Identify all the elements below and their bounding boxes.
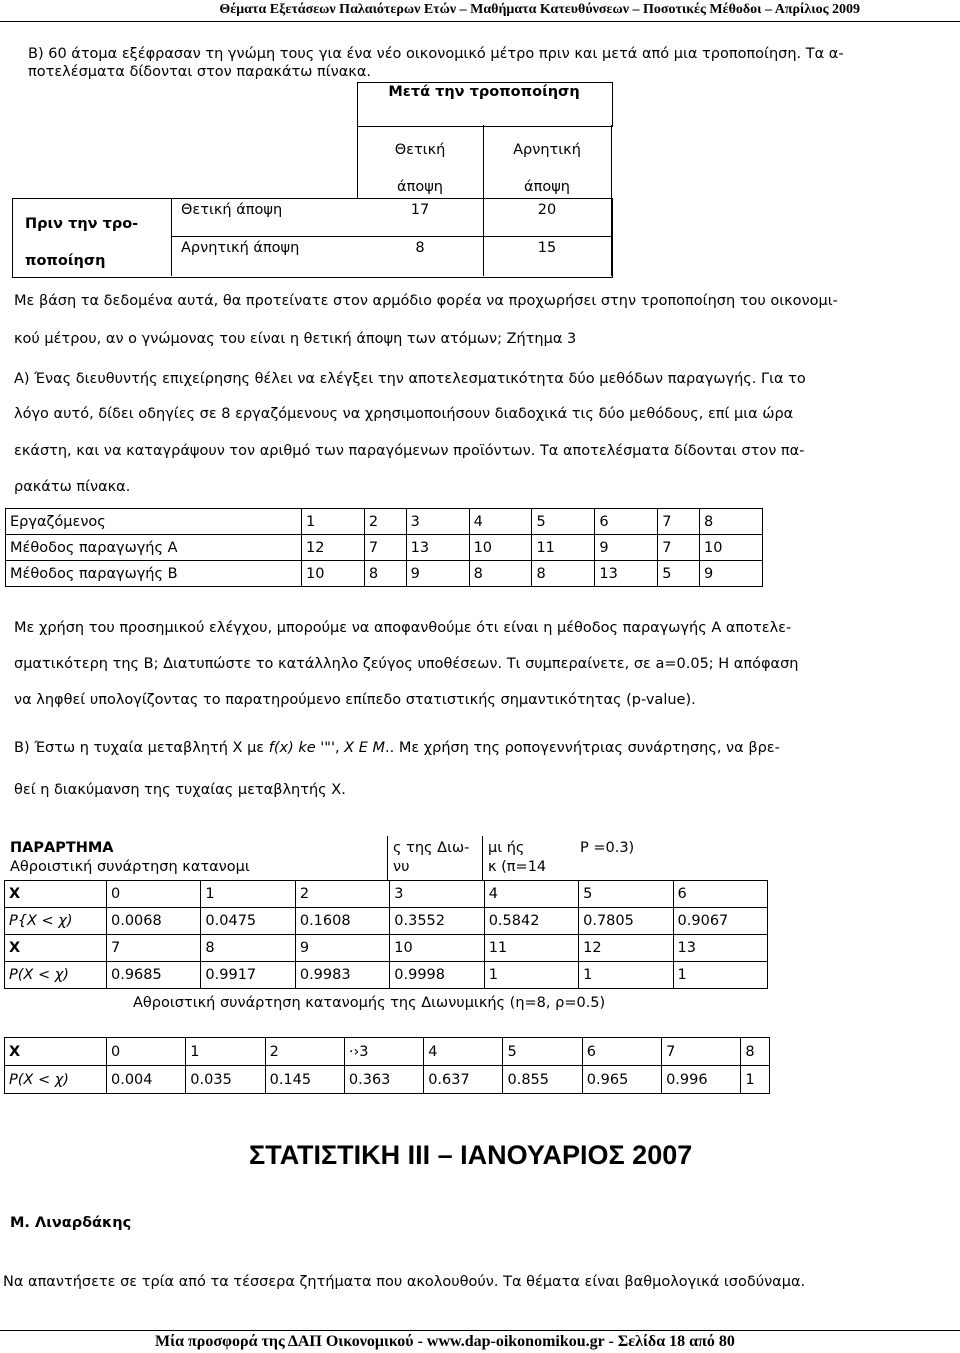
question-b1-line2: κού μέτρου, αν ο γνώμονας του είναι η θετική άποψη των ατόμων; Ζήτημα 3 bbox=[14, 331, 577, 347]
question-a-line2: σματικότερη της Β; Διατυπώστε το κατάλληλο ζεύγος υποθέσεων. Τι συμπεραίνετε, σε a=0.05; Η απόφαση bbox=[14, 656, 799, 672]
row-label: P(X < χ) bbox=[5, 962, 107, 989]
table-cell: 5 bbox=[658, 561, 700, 587]
part-a-line1: Α) Ένας διευθυντής επιχείρησης θέλει να ελέγξει την αποτελεσματικότητα δύο μεθόδων παραγωγής. Για το bbox=[14, 371, 806, 387]
table-cell: 2 bbox=[364, 509, 406, 535]
table-cell: 11 bbox=[484, 935, 578, 962]
fx-symbol: f(x) bbox=[268, 740, 294, 756]
row-label: Μέθοδος παραγωγής Α bbox=[6, 535, 302, 561]
table-cell: ·›3 bbox=[344, 1038, 423, 1066]
question-a-line1: Με χρήση του προσημικού ελέγχου, μπορούμε να αποφανθούμε ότι είναι η μέθοδος παραγωγής Α αποτελε- bbox=[14, 620, 792, 636]
table-cell: 0.9998 bbox=[390, 962, 484, 989]
table-cell: 0.145 bbox=[265, 1066, 344, 1094]
appendix-fragment-3: P =0.3) bbox=[580, 840, 635, 856]
page-footer: Μία προσφορά της ΔΑΠ Οικονομικού - www.dap-oikonomikou.gr - Σελίδα 18 από 80 bbox=[155, 1333, 735, 1350]
table-row bbox=[6, 509, 763, 535]
table-cell: 0.9067 bbox=[673, 908, 767, 935]
col-negative-line1: Αρνητική bbox=[513, 142, 581, 158]
col-positive-line1: Θετική bbox=[394, 142, 446, 158]
table-cell: 1 bbox=[484, 962, 578, 989]
row-positive-label: Θετική άποψη bbox=[181, 202, 283, 218]
table-cell: 7 bbox=[364, 535, 406, 561]
table-row bbox=[5, 908, 768, 935]
table-cell: 0.0475 bbox=[201, 908, 295, 935]
cell-neg-pos: 8 bbox=[415, 240, 425, 256]
appendix-subtitle: Αθροιστική συνάρτηση κατανομι bbox=[10, 859, 250, 875]
appendix-fragment-1b: νυ bbox=[393, 859, 410, 875]
appendix-title: ΠΑΡΑΡΤΗΜΑ bbox=[10, 840, 114, 856]
table-cell: 4 bbox=[424, 1038, 503, 1066]
table-cell: 5 bbox=[579, 881, 673, 908]
footer-rule bbox=[0, 1330, 960, 1331]
row-label: X bbox=[5, 935, 107, 962]
question-a-line3: να ληφθεί υπολογίζοντας το παρατηρούμενο επίπεδο στατιστικής σημαντικότητας (p-value). bbox=[14, 692, 696, 708]
table-cell: 0.965 bbox=[582, 1066, 661, 1094]
workers-table bbox=[5, 508, 763, 587]
cell-pos-neg: 20 bbox=[537, 202, 557, 218]
table-row bbox=[5, 1038, 770, 1066]
table-cell: 11 bbox=[532, 535, 595, 561]
row-label: X bbox=[5, 1038, 107, 1066]
table-cell: 8 bbox=[469, 561, 532, 587]
table-cell: 0.0068 bbox=[107, 908, 201, 935]
table-cell: 0.9917 bbox=[201, 962, 295, 989]
part-b-intro-line2: ποτελέσματα δίδονται στον παρακάτω πίνακα. bbox=[28, 64, 372, 80]
table-cell: 0.996 bbox=[662, 1066, 741, 1094]
binomial-table-14 bbox=[4, 880, 768, 989]
table-row bbox=[5, 881, 768, 908]
table-cell: 7 bbox=[107, 935, 201, 962]
after-header-label: Μετά την τροποποίηση bbox=[388, 84, 580, 100]
table-cell: 0.1608 bbox=[295, 908, 389, 935]
table-cell: 9 bbox=[295, 935, 389, 962]
table-cell: 4 bbox=[469, 509, 532, 535]
table-cell: 0.5842 bbox=[484, 908, 578, 935]
cell-pos-pos: 17 bbox=[410, 202, 430, 218]
cell-neg-neg: 15 bbox=[537, 240, 557, 256]
question-b1-line1: Με βάση τα δεδομένα αυτά, θα προτείνατε στον αρμόδιο φορέα να προχωρήσει στην τροποποίηση του οικονομι- bbox=[14, 293, 838, 309]
appendix-fragment-2a: μι ής bbox=[488, 840, 525, 856]
table-cell: 8 bbox=[364, 561, 406, 587]
table-cell: 2 bbox=[295, 881, 389, 908]
table-cell: 1 bbox=[673, 962, 767, 989]
binomial-table-8 bbox=[4, 1037, 770, 1094]
table-cell: 0.855 bbox=[503, 1066, 582, 1094]
part-a-line2: λόγο αυτό, δίδει οδηγίες σε 8 εργαζόμενους να χρησιμοποιήσουν διαδοχικά τις δύο μεθόδους, επί μια ώρα bbox=[14, 406, 794, 422]
part-a-line3: εκάστη, και να καταγράψουν τον αριθμό των παραγόμενων προϊόντων. Τα αποτελέσματα δίδονται στον πα- bbox=[14, 443, 805, 459]
part-a-line4: ρακάτω πίνακα. bbox=[14, 479, 131, 495]
row-negative-label: Αρνητική άποψη bbox=[181, 240, 300, 256]
row-label: X bbox=[5, 881, 107, 908]
before-label-line1: Πριν την τρο- bbox=[25, 216, 139, 232]
table-cell: 0 bbox=[107, 1038, 186, 1066]
table-cell: 13 bbox=[406, 535, 469, 561]
table-cell: 8 bbox=[741, 1038, 770, 1066]
table-cell: 9 bbox=[406, 561, 469, 587]
table-cell: 6 bbox=[673, 881, 767, 908]
table-cell: 8 bbox=[201, 935, 295, 962]
table-cell: 10 bbox=[390, 935, 484, 962]
table-row bbox=[6, 535, 763, 561]
table-cell: 8 bbox=[532, 561, 595, 587]
table-cell: 3 bbox=[390, 881, 484, 908]
col-negative-line2: άποψη bbox=[524, 179, 570, 195]
table-cell: 7 bbox=[658, 509, 700, 535]
row-label: P{X < χ) bbox=[5, 908, 107, 935]
table-cell: 0.9685 bbox=[107, 962, 201, 989]
table-cell: 12 bbox=[579, 935, 673, 962]
table-cell: 13 bbox=[595, 561, 658, 587]
table-cell: 10 bbox=[469, 535, 532, 561]
table-cell: 1 bbox=[741, 1066, 770, 1094]
table-cell: 2 bbox=[265, 1038, 344, 1066]
row-label: Μέθοδος παραγωγής Β bbox=[6, 561, 302, 587]
table-cell: 4 bbox=[484, 881, 578, 908]
table-row bbox=[5, 935, 768, 962]
appendix-fragment-1a: ς της Διω- bbox=[393, 840, 470, 856]
table-cell: 13 bbox=[673, 935, 767, 962]
table-cell: 0.3552 bbox=[390, 908, 484, 935]
header-rule bbox=[0, 21, 960, 22]
table-cell: 1 bbox=[579, 962, 673, 989]
table-cell: 5 bbox=[503, 1038, 582, 1066]
table-cell: 7 bbox=[658, 535, 700, 561]
binomial-8-caption: Αθροιστική συνάρτηση κατανομής της Διωνυμικής (η=8, ρ=0.5) bbox=[133, 995, 606, 1011]
row-label: Εργαζόμενος bbox=[6, 509, 302, 535]
table-cell: 9 bbox=[595, 535, 658, 561]
table-cell: 0.004 bbox=[107, 1066, 186, 1094]
table-cell: 1 bbox=[302, 509, 365, 535]
table-cell: 7 bbox=[662, 1038, 741, 1066]
table-cell: 0 bbox=[107, 881, 201, 908]
exam-2007-title: ΣΤΑΤΙΣΤΙΚΗ III – ΙΑΝΟΥΑΡΙΟΣ 2007 bbox=[249, 1140, 693, 1170]
table-cell: 0.7805 bbox=[579, 908, 673, 935]
table-cell: 3 bbox=[406, 509, 469, 535]
table-cell: 1 bbox=[201, 881, 295, 908]
table-row bbox=[6, 561, 763, 587]
ke-symbol: ke bbox=[298, 740, 316, 756]
table-cell: 1 bbox=[186, 1038, 265, 1066]
table-cell: 10 bbox=[700, 535, 763, 561]
table-cell: 8 bbox=[700, 509, 763, 535]
table-row bbox=[5, 1066, 770, 1094]
table-cell: 5 bbox=[532, 509, 595, 535]
page-header: Θέματα Εξετάσεων Παλαιότερων Ετών – Μαθήματα Κατευθύνσεων – Ποσοτικές Μέθοδοι – Απρίλιος 2009 bbox=[219, 2, 860, 17]
col-positive-line2: άποψη bbox=[397, 179, 443, 195]
appendix-fragment-2b: κ (π=14 bbox=[488, 859, 547, 875]
table-cell: 9 bbox=[700, 561, 763, 587]
table-row bbox=[5, 962, 768, 989]
table-cell: 12 bbox=[302, 535, 365, 561]
part-b-intro-line1: Β) 60 άτομα εξέφρασαν τη γνώμη τους για ένα νέο οικονομικό μέτρο πριν και μετά από μια τροποποίηση. Τα α- bbox=[28, 46, 844, 62]
table-cell: 6 bbox=[582, 1038, 661, 1066]
table-cell: 0.9983 bbox=[295, 962, 389, 989]
part-b3-line2: θεί η διακύμανση της τυχαίας μεταβλητής Χ. bbox=[14, 782, 346, 798]
table-cell: 10 bbox=[302, 561, 365, 587]
table-cell: 0.363 bbox=[344, 1066, 423, 1094]
exam-author: Μ. Λιναρδάκης bbox=[10, 1215, 132, 1231]
table-cell: 0.035 bbox=[186, 1066, 265, 1094]
exam-instructions: Να απαντήσετε σε τρία από τα τέσσερα ζητήματα που ακολουθούν. Τα θέματα είναι βαθμολογικά ισοδύναμα. bbox=[3, 1274, 806, 1290]
table-cell: 0.637 bbox=[424, 1066, 503, 1094]
before-label-line2: ποποίηση bbox=[25, 253, 106, 269]
row-label: P(X < χ) bbox=[5, 1066, 107, 1094]
part-b3-line1: Β) Έστω η τυχαία μεταβλητή Χ με f(x) ke '"', Χ Ε Μ.. Με χρήση της ροπογεννήτριας συνάρτησης, να βρε- bbox=[14, 740, 780, 756]
table-cell: 6 bbox=[595, 509, 658, 535]
